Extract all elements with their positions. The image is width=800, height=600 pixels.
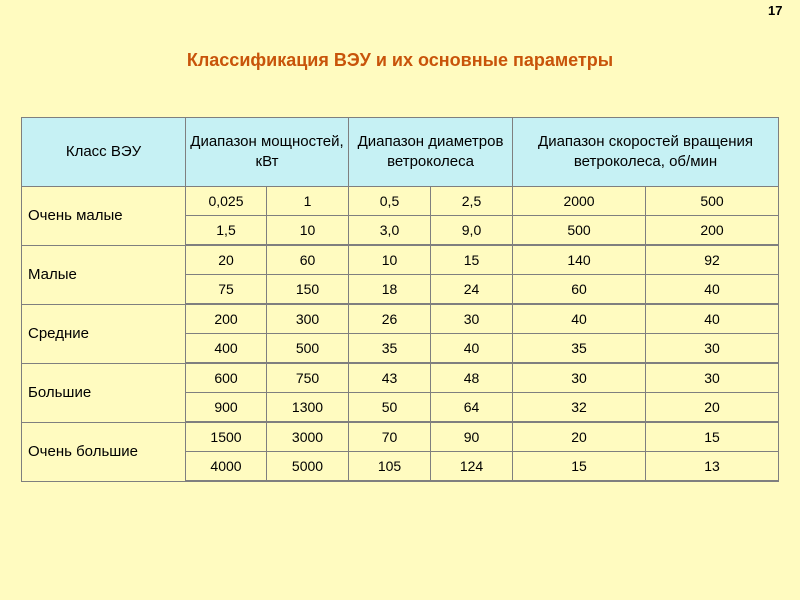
table-row <box>22 363 779 393</box>
table-cell: 35 <box>513 334 646 364</box>
table-cell: 2000 <box>513 187 646 216</box>
table-cell: 60 <box>513 275 646 305</box>
row-class-label: Малые <box>22 245 186 304</box>
table-cell: 92 <box>646 245 779 275</box>
table-cell: 200 <box>186 304 267 334</box>
table-cell: 40 <box>646 304 779 334</box>
table-cell: 750 <box>267 363 349 393</box>
row-class-label: Средние <box>22 304 186 363</box>
table-cell: 13 <box>646 452 779 482</box>
table-cell: 5000 <box>267 452 349 482</box>
table-cell: 70 <box>349 422 431 452</box>
table-cell: 900 <box>186 393 267 423</box>
table-cell: 30 <box>646 363 779 393</box>
table-cell: 9,0 <box>431 216 513 246</box>
table-cell: 40 <box>646 275 779 305</box>
table-cell: 2,5 <box>431 187 513 216</box>
table-cell: 3,0 <box>349 216 431 246</box>
table-cell: 48 <box>431 363 513 393</box>
table-cell: 75 <box>186 275 267 305</box>
table-cell: 20 <box>186 245 267 275</box>
table-cell: 0,5 <box>349 187 431 216</box>
table-cell: 3000 <box>267 422 349 452</box>
table-cell: 500 <box>513 216 646 246</box>
table-cell: 90 <box>431 422 513 452</box>
header-class: Класс ВЭУ <box>22 118 186 187</box>
table-cell: 4000 <box>186 452 267 482</box>
table-cell: 10 <box>349 245 431 275</box>
table-cell: 1300 <box>267 393 349 423</box>
table-cell: 64 <box>431 393 513 423</box>
table-cell: 60 <box>267 245 349 275</box>
table-cell: 30 <box>431 304 513 334</box>
table-cell: 140 <box>513 245 646 275</box>
table-cell: 1,5 <box>186 216 267 246</box>
page-number: 17 <box>768 3 783 18</box>
page-title: Классификация ВЭУ и их основные параметры <box>186 50 614 70</box>
header-speed: Диапазон скоростей вращения ветроколеса, об/мин <box>513 118 779 187</box>
table-cell: 43 <box>349 363 431 393</box>
table-row <box>22 422 779 452</box>
table-cell: 300 <box>267 304 349 334</box>
table-cell: 1500 <box>186 422 267 452</box>
parameters-table <box>21 117 779 482</box>
table-cell: 500 <box>267 334 349 364</box>
table-cell: 20 <box>513 422 646 452</box>
header-diameter: Диапазон диаметров ветроколеса <box>349 118 513 187</box>
table-header <box>22 118 779 187</box>
table-row <box>22 304 779 334</box>
table-cell: 24 <box>431 275 513 305</box>
row-class-label: Очень малые <box>22 187 186 246</box>
table-cell: 400 <box>186 334 267 364</box>
table-cell: 40 <box>513 304 646 334</box>
table-cell: 15 <box>513 452 646 482</box>
table-body <box>22 187 779 482</box>
table-cell: 124 <box>431 452 513 482</box>
table-cell: 1 <box>267 187 349 216</box>
table-cell: 150 <box>267 275 349 305</box>
table-cell: 32 <box>513 393 646 423</box>
table-cell: 20 <box>646 393 779 423</box>
table-cell: 200 <box>646 216 779 246</box>
row-class-label: Очень большие <box>22 422 186 481</box>
table-cell: 600 <box>186 363 267 393</box>
table-cell: 15 <box>431 245 513 275</box>
table-row <box>22 187 779 216</box>
table-cell: 18 <box>349 275 431 305</box>
table-cell: 105 <box>349 452 431 482</box>
table-cell: 35 <box>349 334 431 364</box>
table-cell: 30 <box>646 334 779 364</box>
table-cell: 10 <box>267 216 349 246</box>
table-cell: 0,025 <box>186 187 267 216</box>
row-class-label: Большие <box>22 363 186 422</box>
table-cell: 15 <box>646 422 779 452</box>
table-row <box>22 245 779 275</box>
table-cell: 30 <box>513 363 646 393</box>
table-cell: 40 <box>431 334 513 364</box>
header-power: Диапазон мощностей, кВт <box>186 118 349 187</box>
table-cell: 50 <box>349 393 431 423</box>
table-cell: 26 <box>349 304 431 334</box>
table-cell: 500 <box>646 187 779 216</box>
